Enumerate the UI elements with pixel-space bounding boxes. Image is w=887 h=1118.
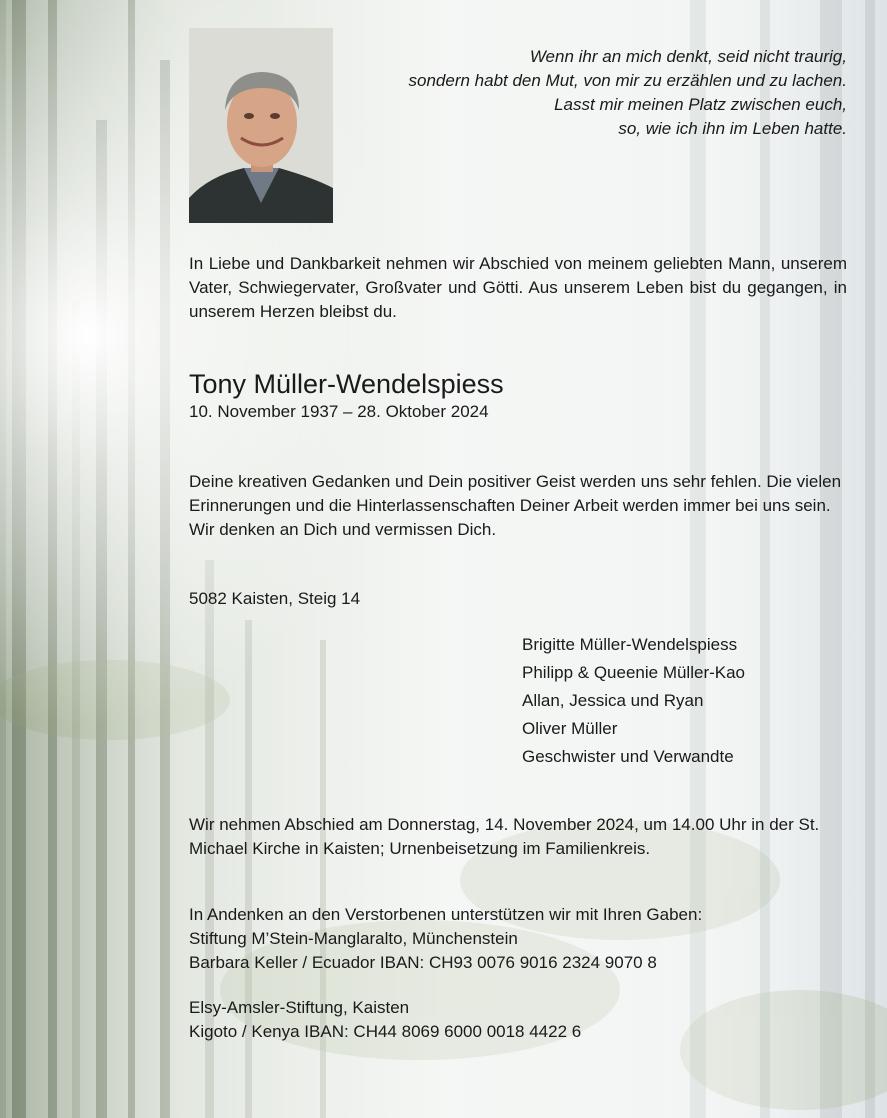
portrait-photo — [189, 28, 333, 223]
poem-line: so, wie ich ihn im Leben hatte. — [618, 119, 847, 138]
donation-line: Kigoto / Kenya IBAN: CH44 8069 6000 0018 4422 6 — [189, 1022, 582, 1041]
address: 5082 Kaisten, Steig 14 — [189, 589, 361, 608]
intro-paragraph: In Liebe und Dankbarkeit nehmen wir Abschied von meinem geliebten Mann, unserem Vater, Schwiegervater, Großvater und Götti. Aus unserem Leben bist du gegangen, in unserem Herzen bleibst du. — [189, 254, 847, 321]
donations-intro: In Andenken an den Verstorbenen unterstützen wir mit Ihren Gaben: — [189, 905, 703, 924]
donation-line: Elsy-Amsler-Stiftung, Kaisten — [189, 998, 410, 1017]
mourner-name: Philipp & Queenie Müller-Kao — [522, 663, 746, 682]
mourner-name: Brigitte Müller-Wendelspiess — [522, 635, 738, 654]
mourners-list — [522, 631, 745, 771]
poem-line: Wenn ihr an mich denkt, seid nicht traurig, — [529, 47, 847, 66]
mourner-name: Allan, Jessica und Ryan — [522, 691, 704, 710]
mourner-name: Oliver Müller — [522, 719, 618, 738]
donation-line: Barbara Keller / Ecuador IBAN: CH93 0076 9016 2324 9070 8 — [189, 953, 657, 972]
tribute-paragraph: Deine kreativen Gedanken und Dein positiver Geist werden uns sehr fehlen. Die vielen Erinnerungen und die Hinterlassenschaften Deiner Arbeit werden immer bei uns sein. Wir denken an Dich und vermissen Dich. — [189, 472, 842, 539]
donation-line: Stiftung M’Stein-Manglaralto, Münchenstein — [189, 929, 518, 948]
life-dates: 10. November 1937 – 28. Oktober 2024 — [189, 402, 489, 421]
deceased-name: Tony Müller-Wendelspiess — [189, 369, 504, 399]
poem-line: Lasst mir meinen Platz zwischen euch, — [554, 95, 847, 114]
donations — [189, 903, 854, 1044]
mourner-name: Geschwister und Verwandte — [522, 747, 734, 766]
funeral-info: Wir nehmen Abschied am Donnerstag, 14. November 2024, um 14.00 Uhr in der St. Michael Kirche in Kaisten; Urnenbeisetzung im Familienkreis. — [189, 815, 820, 858]
poem-line: sondern habt den Mut, von mir zu erzählen und zu lachen. — [408, 71, 847, 90]
poem — [340, 45, 847, 141]
